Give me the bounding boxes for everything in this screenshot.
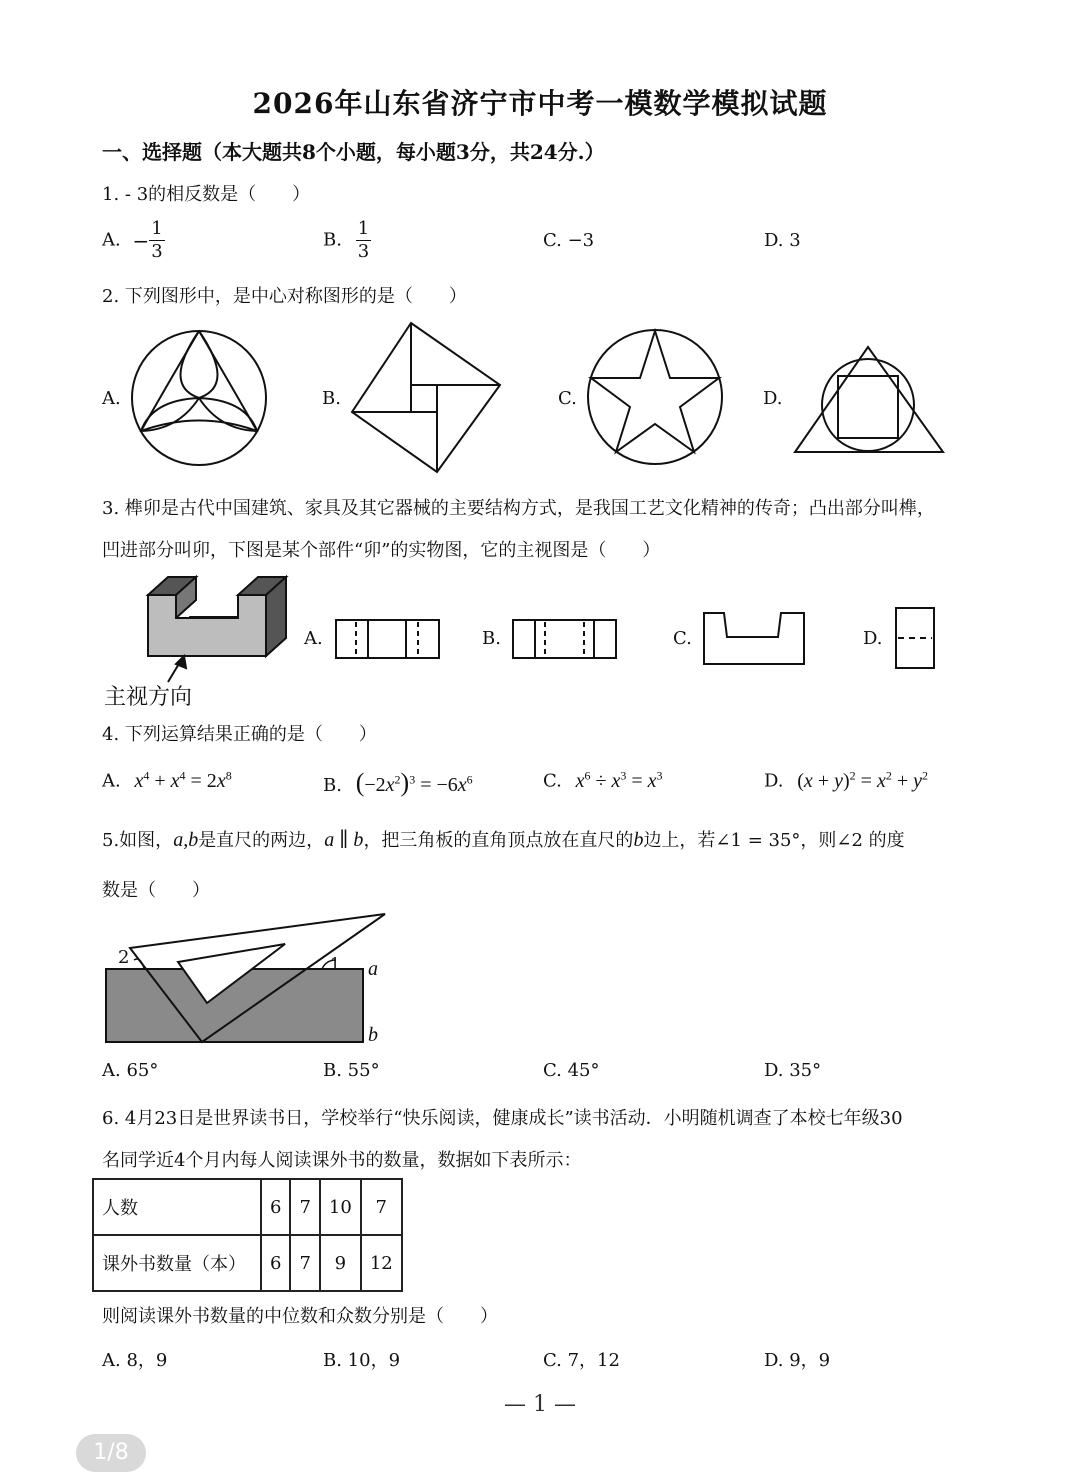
- table-cell: 课外书数量（本）: [93, 1235, 261, 1291]
- q2-label-d: D.: [763, 388, 783, 409]
- q5-option-d: D. 35°: [764, 1060, 822, 1081]
- page-title: 2026年山东省济宁市中考一模数学模拟试题: [252, 87, 828, 120]
- page-indicator-badge[interactable]: 1/8: [76, 1434, 146, 1472]
- table-row: [93, 1179, 402, 1235]
- q5-line2: 数是（ ）: [102, 880, 210, 901]
- q2-label-c: C.: [558, 388, 577, 409]
- q2-stem: 2. 下列图形中，是中心对称图形的是（ ）: [102, 286, 467, 307]
- q3-label-d: D.: [863, 628, 883, 649]
- view-direction-label: 主视方向: [104, 685, 193, 710]
- q1-option-c: C. −3: [543, 230, 595, 251]
- q4-stem: 4. 下列运算结果正确的是（ ）: [102, 724, 377, 745]
- q4-option-b: B. $(-2x^2)^3 = -6x^6$: [323, 768, 473, 797]
- q5-option-b: B. 55°: [323, 1060, 380, 1081]
- angle-1-label: 1: [330, 954, 341, 973]
- q3-label-b: B.: [482, 628, 501, 649]
- angle-2-arc: [134, 959, 144, 968]
- table-row: [93, 1235, 402, 1291]
- q1-option-d: D. 3: [764, 230, 801, 251]
- line-a-label: a: [368, 958, 378, 980]
- table-cell: 6: [261, 1235, 290, 1291]
- table-cell: 7: [290, 1235, 319, 1291]
- q4-option-c: C. $x^6 \div x^3 = x^3$: [543, 768, 663, 792]
- q6-question: 则阅读课外书数量的中位数和众数分别是（ ）: [102, 1306, 498, 1327]
- q5-option-a: A. 65°: [102, 1060, 159, 1081]
- q6-option-d: D. 9，9: [764, 1350, 831, 1371]
- q6-table: [92, 1178, 403, 1292]
- minus-sign: −: [132, 228, 150, 253]
- q1-stem: 1. - 3的相反数是（ ）: [102, 184, 311, 205]
- angle-2-label: 2: [118, 947, 130, 968]
- q6-line1: 6. 4月23日是世界读书日，学校举行“快乐阅读，健康成长”读书活动．小明随机调查了本校七年级30: [102, 1108, 903, 1129]
- table-cell: 9: [320, 1235, 361, 1291]
- q5-option-c: C. 45°: [543, 1060, 600, 1081]
- q3-label-a: A.: [304, 628, 323, 649]
- table-cell: 10: [320, 1179, 361, 1235]
- section-heading: 一、选择题（本大题共8个小题，每小题3分，共24分.）: [102, 140, 605, 164]
- option-label: B.: [323, 229, 342, 251]
- line-b-label: b: [368, 1024, 378, 1046]
- q3-label-c: C.: [673, 628, 692, 649]
- q3-line1: 3. 榫卯是古代中国建筑、家具及其它器械的主要结构方式，是我国工艺文化精神的传奇；凸出部分叫榫，: [102, 498, 935, 519]
- q6-option-a: A. 8，9: [102, 1350, 168, 1371]
- q3-line2: 凹进部分叫卯，下图是某个部件“卯”的实物图，它的主视图是（ ）: [102, 540, 661, 561]
- table-cell: 人数: [93, 1179, 261, 1235]
- fraction: $\frac{1}{3}$: [151, 218, 163, 262]
- table-cell: 7: [290, 1179, 319, 1235]
- option-label: A.: [102, 229, 121, 251]
- page-number: — 1 —: [504, 1392, 576, 1417]
- q6-option-b: B. 10，9: [323, 1350, 401, 1371]
- table-cell: 6: [261, 1179, 290, 1235]
- q4-option-a: A. $x^4 + x^4 = 2x^8$: [102, 768, 232, 792]
- q6-line2: 名同学近4个月内每人阅读课外书的数量，数据如下表所示：: [102, 1150, 582, 1171]
- q6-option-c: C. 7，12: [543, 1350, 620, 1371]
- table-cell: 7: [361, 1179, 402, 1235]
- q2-label-b: B.: [322, 388, 341, 409]
- fraction: $\frac{1}{3}$: [357, 218, 370, 262]
- q2-label-a: A.: [102, 388, 121, 409]
- q5-line1: 5.如图，a,b是直尺的两边，a ∥ b，把三角板的直角顶点放在直尺的b边上，若∠1 = 35°，则∠2 的度: [102, 829, 905, 851]
- q4-option-d: D. $(x + y)^2 = x^2 + y^2$: [764, 768, 928, 792]
- table-cell: 12: [361, 1235, 402, 1291]
